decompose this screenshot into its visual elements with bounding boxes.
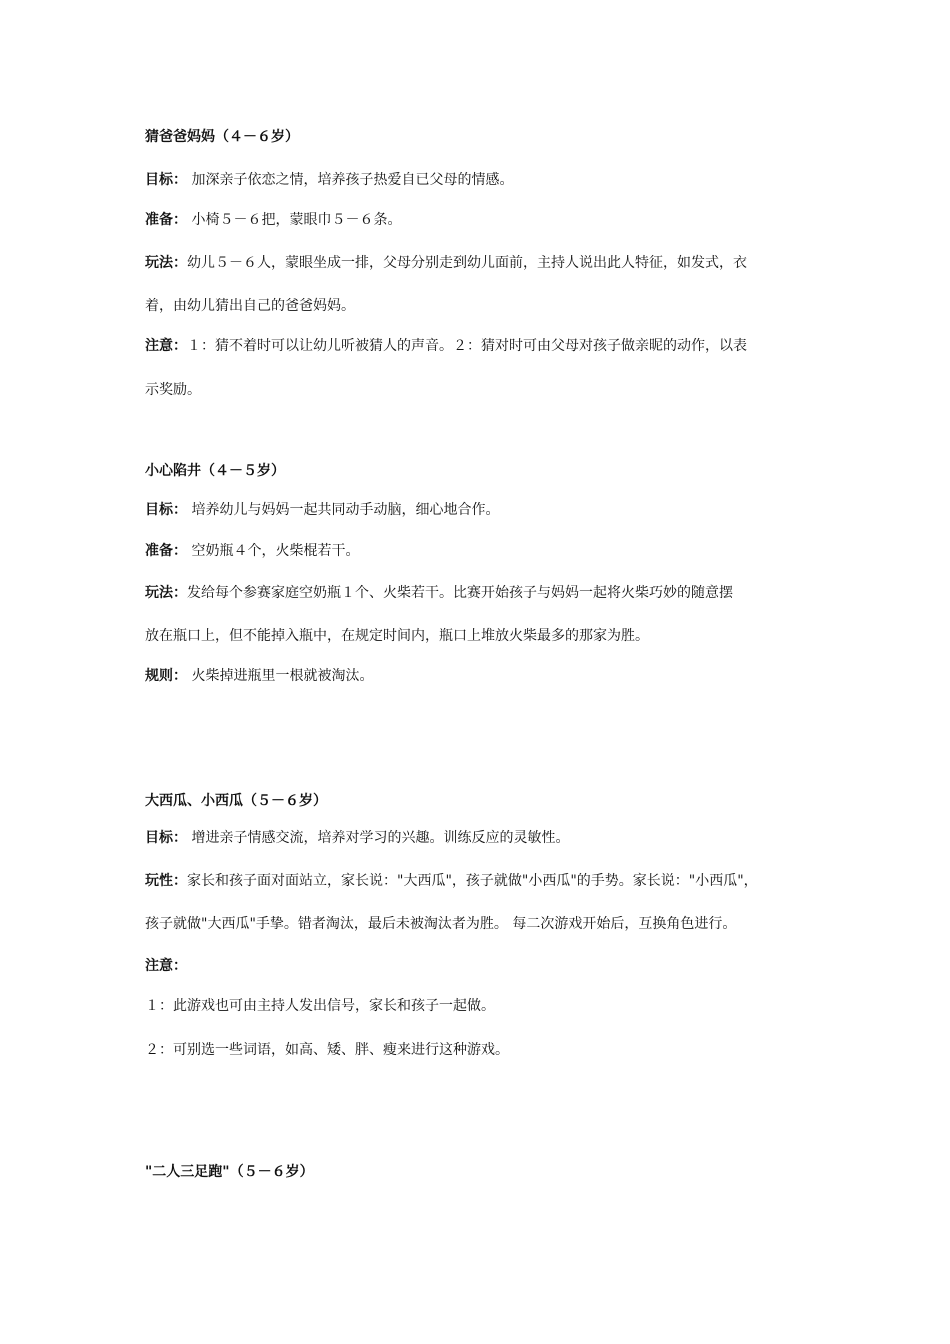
field-label: 目标： [145,502,187,518]
paragraph-line [145,500,825,520]
field-label: 准备： [145,212,187,228]
paragraph-line [145,1040,825,1060]
paragraph-line [145,296,825,316]
field-text: 着，由幼儿猜出自己的爸爸妈妈。 [145,298,355,314]
paragraph-line [145,336,825,356]
paragraph-line [145,210,825,230]
field-text: 家长和孩子面对面站立，家长说："大西瓜"，孩子就做"小西瓜"的手势。家长说："小西瓜"， [187,873,758,889]
field-text: 孩子就做"大西瓜"手挚。错者淘汰，最后未被淘汰者为胜。 每二次游戏开始后，互换角色进行。 [145,916,737,932]
paragraph-line [145,380,825,400]
field-label: 注意： [145,958,187,974]
field-text: 增进亲子情感交流，培养对学习的兴趣。训练反应的灵敏性。 [187,830,570,846]
section-title: "二人三足跑"（５－６岁） [145,1164,314,1180]
field-label: 规则： [145,668,187,684]
paragraph-line [145,170,825,190]
field-text: ２：可别选一些词语，如高、矮、胖、瘦来进行这种游戏。 [145,1042,509,1058]
field-text: １：此游戏也可由主持人发出信号，家长和孩子一起做。 [145,998,495,1014]
paragraph-line [145,956,825,976]
field-text: 幼儿５－６人，蒙眼坐成一排，父母分别走到幼儿面前，主持人说出此人特征，如发式，衣 [187,255,747,271]
field-text: 培养幼儿与妈妈一起共同动手动脑，细心地合作。 [187,502,500,518]
paragraph-line [145,871,825,891]
paragraph-line [145,666,825,686]
field-text: 发给每个参赛家庭空奶瓶１个、火柴若干。比赛开始孩子与妈妈一起将火柴巧妙的随意摆 [187,585,733,601]
section-title: 大西瓜、小西瓜（５－６岁） [145,793,327,809]
paragraph-line [145,253,825,273]
field-text: 火柴掉进瓶里一根就被淘汰。 [187,668,374,684]
paragraph-line [145,541,825,561]
field-label: 注意： [145,338,187,354]
field-text: 空奶瓶４个，火柴棍若干。 [187,543,360,559]
paragraph-line [145,626,825,646]
field-text: 放在瓶口上，但不能掉入瓶中，在规定时间内，瓶口上堆放火柴最多的那家为胜。 [145,628,649,644]
field-text: 加深亲子依恋之情，培养孩子热爱自已父母的情感。 [187,172,514,188]
paragraph-line [145,583,825,603]
field-label: 目标： [145,830,187,846]
field-label: 玩法： [145,255,187,271]
field-label: 准备： [145,543,187,559]
paragraph-line [145,996,825,1016]
field-label: 玩法： [145,585,187,601]
field-text: 示奖励。 [145,382,201,398]
paragraph-line [145,828,825,848]
paragraph-line [145,914,825,934]
field-label: 目标： [145,172,187,188]
section-title: 小心陷井（４－５岁） [145,463,285,479]
field-label: 玩性： [145,873,187,889]
field-text: 小椅５－６把，蒙眼巾５－６条。 [187,212,402,228]
field-text: １：猜不着时可以让幼儿听被猜人的声音。２：猜对时可由父母对孩子做亲昵的动作，以表 [187,338,747,354]
section-title: 猜爸爸妈妈（４－６岁） [145,129,299,145]
